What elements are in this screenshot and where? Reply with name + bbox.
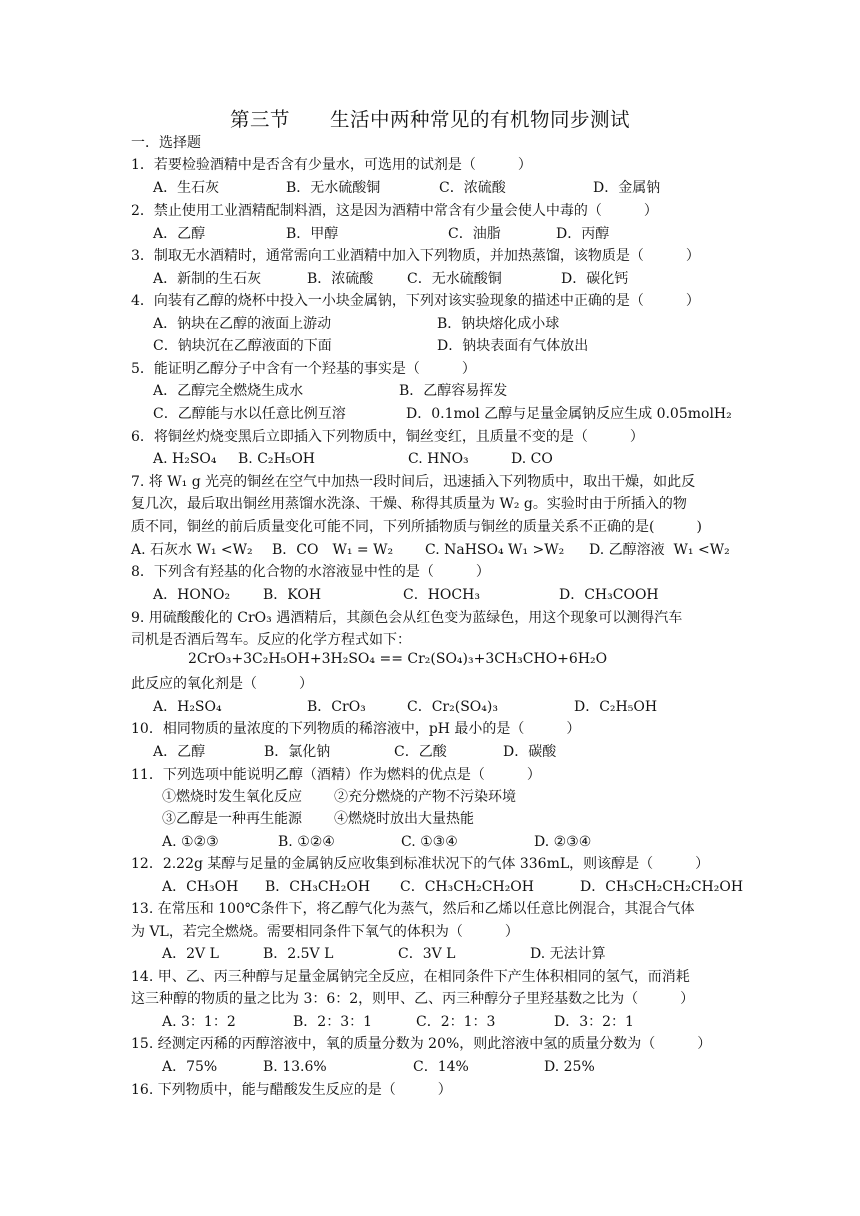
- option-row: [0, 404, 860, 424]
- option-item: D. ②③④: [534, 834, 592, 850]
- option-item: C．油脂: [448, 226, 501, 242]
- question-line: 质不同，铜丝的前后质量变化可能不同，下列所插物质与铜丝的质量关系不正确的是( ): [131, 519, 702, 535]
- option-row: [0, 742, 860, 762]
- question-line: 2．禁止使用工业酒精配制料酒，这是因为酒精中常含有少量会使人中毒的（ ）: [131, 203, 658, 219]
- question-line: 16. 下列物质中，能与醋酸发生反应的是（ ）: [131, 1082, 452, 1098]
- option-item: C．无水硫酸铜: [407, 271, 502, 287]
- option-item: C．乙醇能与水以任意比例互溶: [153, 406, 346, 422]
- question-line: 5．能证明乙醇分子中含有一个羟基的事实是（ ）: [131, 361, 476, 377]
- option-row: [0, 585, 860, 605]
- option-item: B．氯化钠: [264, 744, 331, 760]
- option-row: [0, 787, 860, 807]
- page-title: 第三节 生活中两种常见的有机物同步测试: [229, 108, 630, 131]
- option-item: B．浓硫酸: [307, 271, 374, 287]
- option-item: D．3：2：1: [554, 1014, 634, 1030]
- option-item: D. CO: [511, 451, 553, 467]
- question-line: 10．相同物质的量浓度的下列物质的稀溶液中，pH 最小的是（ ）: [131, 721, 581, 737]
- option-item: A．HONO₂: [153, 587, 231, 603]
- option-item: C．乙酸: [394, 744, 447, 760]
- option-row: [0, 381, 860, 401]
- option-item: B．2.5V L: [263, 946, 334, 962]
- option-row: [0, 178, 860, 198]
- option-row: [0, 1012, 860, 1032]
- option-item: C. NaHSO₄ W₁ >W₂: [425, 542, 565, 558]
- question-line: 14. 甲、乙、丙三种醇与足量金属钠完全反应，在相同条件下产生体积相同的氢气，而消耗: [131, 969, 690, 985]
- question-line: 复几次，最后取出铜丝用蒸馏水洗涤、干燥、称得其质量为 W₂ g。实验时由于所插入的物: [131, 496, 687, 512]
- option-item: B．CO W₁ = W₂: [272, 542, 394, 558]
- question-line: 为 VL，若完全燃烧。需要相同条件下氧气的体积为（ ）: [131, 924, 519, 940]
- option-item: ①燃烧时发生氧化反应: [162, 789, 302, 805]
- option-item: ④燃烧时放出大量热能: [334, 811, 474, 827]
- option-item: D．碳化钙: [561, 271, 629, 287]
- option-item: B. C₂H₅OH: [238, 451, 316, 467]
- option-item: A. ①②③: [162, 834, 219, 850]
- question-line: 11．下列选项中能说明乙醇（酒精）作为燃料的优点是（ ）: [131, 767, 541, 783]
- question-line: 8．下列含有羟基的化合物的水溶液显中性的是（ ）: [131, 564, 490, 580]
- option-item: A．生石灰: [153, 180, 220, 196]
- option-item: B．甲醇: [286, 226, 339, 242]
- option-row: [0, 1057, 860, 1077]
- question-line: 12．2.22g 某醇与足量的金属钠反应收集到标准状况下的气体 336mL，则该醇是（ ）: [131, 856, 710, 872]
- chemical-equation: 2CrO₃+3C₂H₅OH+3H₂SO₄ == Cr₂(SO₄)₃+3CH₃CHO+6H₂O: [188, 651, 608, 667]
- option-item: C．浓硫酸: [439, 180, 506, 196]
- option-item: B. ①②④: [278, 834, 335, 850]
- option-item: D．钠块表面有气体放出: [437, 338, 589, 354]
- question-line: 此反应的氧化剂是（ ）: [131, 676, 313, 692]
- question-line: 这三种醇的物质的量之比为 3：6：2，则甲、乙、丙三种醇分子里羟基数之比为（ ）: [131, 991, 695, 1007]
- section-heading: 一．选择题: [131, 135, 201, 151]
- option-item: A. 石灰水 W₁ <W₂: [131, 542, 253, 558]
- option-item: A. 3：1：2: [162, 1014, 236, 1030]
- option-row: [0, 944, 860, 964]
- question-line: 司机是否酒后驾车。反应的化学方程式如下：: [131, 632, 411, 648]
- option-item: D．C₂H₅OH: [574, 699, 658, 715]
- option-row: [0, 697, 860, 717]
- option-row: [0, 540, 860, 560]
- option-item: ③乙醇是一种再生能源: [162, 811, 302, 827]
- option-item: B. 13.6%: [263, 1059, 327, 1075]
- question-line: 1．若要检验酒精中是否含有少量水，可选用的试剂是（ ）: [131, 157, 532, 173]
- option-item: B．钠块熔化成小球: [437, 316, 560, 332]
- question-line: 3．制取无水酒精时，通常需向工业酒精中加入下列物质，并加热蒸馏，该物质是（ ）: [131, 248, 700, 264]
- option-item: B．乙醇容易挥发: [399, 383, 508, 399]
- option-row: [0, 269, 860, 289]
- option-item: D．金属钠: [593, 180, 661, 196]
- option-item: C．钠块沉在乙醇液面的下面: [153, 338, 332, 354]
- option-item: D．0.1mol 乙醇与足量金属钠反应生成 0.05molH₂: [406, 406, 732, 422]
- question-line: 13. 在常压和 100℃条件下，将乙醇气化为蒸气，然后和乙烯以任意比例混合，其混合气体: [131, 901, 695, 917]
- option-row: [0, 832, 860, 852]
- option-item: B．2：3：1: [293, 1014, 373, 1030]
- option-row: [0, 224, 860, 244]
- option-item: B．CH₃CH₂OH: [265, 879, 371, 895]
- option-item: C．CH₃CH₂CH₂OH: [400, 879, 534, 895]
- option-item: D．碳酸: [503, 744, 557, 760]
- option-item: D．CH₃CH₂CH₂CH₂OH: [580, 879, 744, 895]
- option-item: A. H₂SO₄: [153, 451, 217, 467]
- option-item: A．CH₃OH: [162, 879, 239, 895]
- option-item: C．Cr₂(SO₄)₃: [407, 699, 498, 715]
- question-line: 9. 用硫酸酸化的 CrO₃ 遇酒精后，其颜色会从红色变为蓝绿色，用这个现象可以测得汽车: [131, 610, 683, 626]
- option-item: B．无水硫酸铜: [286, 180, 381, 196]
- option-item: A．乙醇: [153, 226, 206, 242]
- option-item: A．H₂SO₄: [153, 699, 222, 715]
- option-row: [0, 314, 860, 334]
- question-line: 6．将铜丝灼烧变黑后立即插入下列物质中，铜丝变红，且质量不变的是（ ）: [131, 429, 644, 445]
- option-item: B．CrO₃: [307, 699, 366, 715]
- option-row: [0, 449, 860, 469]
- option-item: C．3V L: [398, 946, 456, 962]
- option-item: C. HNO₃: [408, 451, 469, 467]
- option-row: [0, 336, 860, 356]
- option-item: B．KOH: [263, 587, 322, 603]
- option-item: D. 无法计算: [530, 946, 606, 962]
- question-line: 4．向装有乙醇的烧杯中投入一小块金属钠，下列对该实验现象的描述中正确的是（ ）: [131, 293, 700, 309]
- option-item: A．2V L: [162, 946, 219, 962]
- option-item: C．HOCH₃: [403, 587, 480, 603]
- option-item: C．14%: [413, 1059, 469, 1075]
- question-line: 15. 经测定丙稀的丙醇溶液中，氧的质量分数为 20%，则此溶液中氢的质量分数为（ ）: [131, 1036, 712, 1052]
- option-item: C．2：1：3: [416, 1014, 496, 1030]
- option-item: C. ①③④: [401, 834, 458, 850]
- question-line: 7. 将 W₁ g 光亮的铜丝在空气中加热一段时间后，迅速插入下列物质中，取出干燥，如此反: [131, 474, 696, 490]
- option-item: A．钠块在乙醇的液面上游动: [153, 316, 332, 332]
- option-item: A．新制的生石灰: [153, 271, 262, 287]
- option-item: A．75%: [162, 1059, 218, 1075]
- option-row: [0, 877, 860, 897]
- option-item: A．乙醇完全燃烧生成水: [153, 383, 304, 399]
- option-item: A．乙醇: [153, 744, 206, 760]
- option-item: D. 乙醇溶液 W₁ <W₂: [589, 542, 730, 558]
- option-item: D．丙醇: [556, 226, 610, 242]
- option-item: ②充分燃烧的产物不污染环境: [334, 789, 516, 805]
- option-row: [0, 809, 860, 829]
- option-item: D. 25%: [544, 1059, 595, 1075]
- option-item: D．CH₃COOH: [559, 587, 659, 603]
